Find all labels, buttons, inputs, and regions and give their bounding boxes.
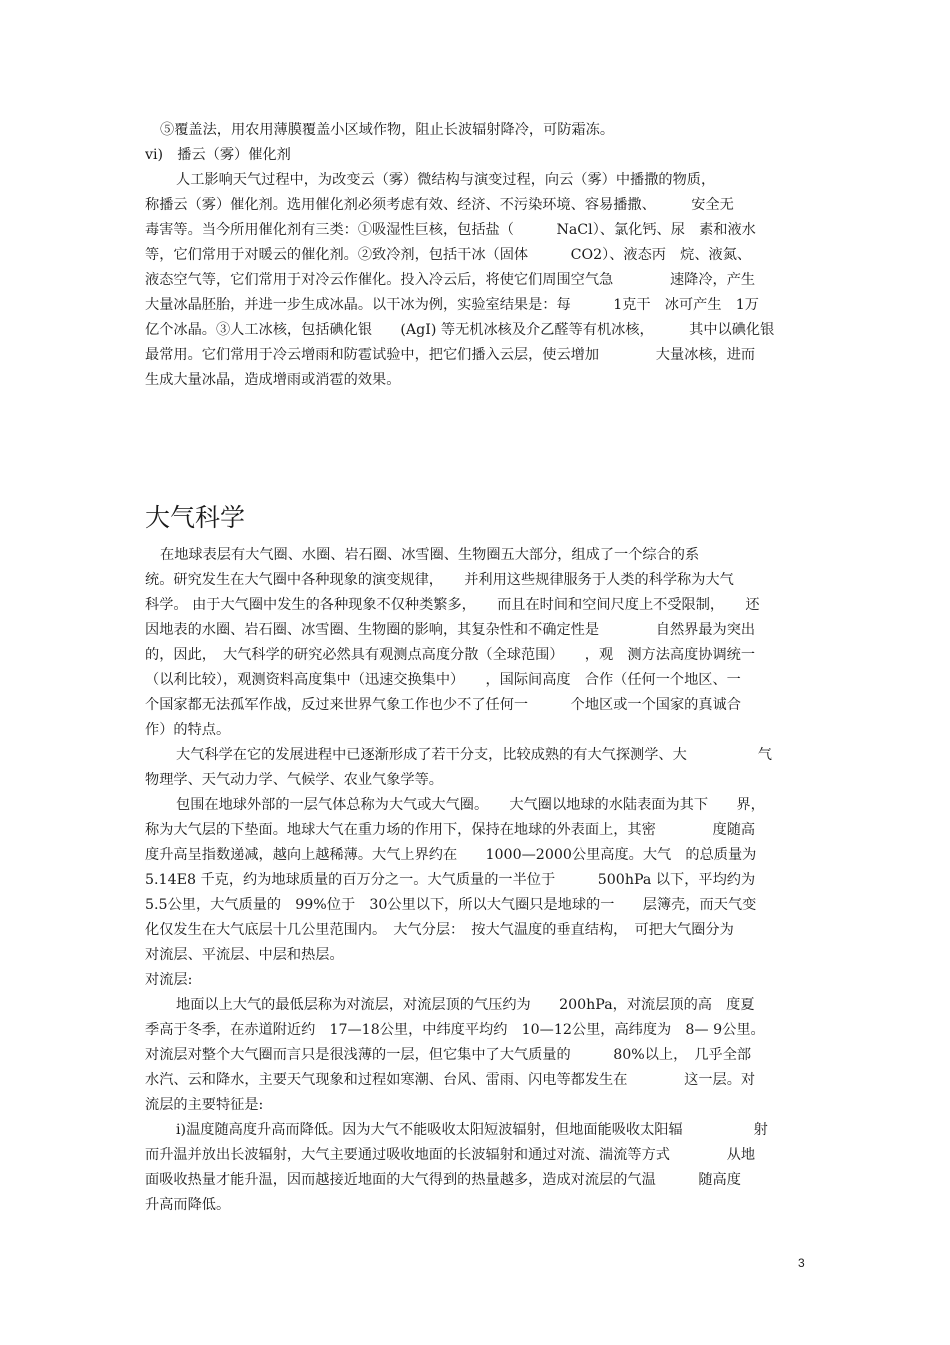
text-line: 水汽、云和降水，主要天气现象和过程如寒潮、台风、雷雨、闪电等都发生在 这一层。对 xyxy=(145,1072,756,1088)
text-line: 人工影响天气过程中，为改变云（雾）微结构与演变过程，向云（雾）中播撒的物质， xyxy=(176,172,716,188)
text-line: 季高于冬季，在赤道附近约 17—18公里，中纬度平均约 10—12公里，高纬度为 8— 9公里。 xyxy=(145,1022,765,1038)
text-line: 因地表的水圈、岩石圈、冰雪圈、生物圈的影响，其复杂性和不确定性是 自然界最为突出 xyxy=(145,622,756,638)
text-line: 称播云（雾）催化剂。选用催化剂必须考虑有效、经济、不污染环境、容易播撒、 安全无 xyxy=(145,197,734,213)
text-line: 面吸收热量才能升温，因而越接近地面的大气得到的热量越多，造成对流层的气温 随高度 xyxy=(145,1172,741,1188)
text-line: 化仅发生在大气底层十几公里范围内。 大气分层： 按大气温度的垂直结构， 可把大气圈分为 xyxy=(145,922,734,938)
text-line: 对流层、平流层、中层和热层。 xyxy=(145,947,344,963)
text-line: 流层的主要特征是: xyxy=(145,1097,264,1113)
text-line: 在地球表层有大气圈、水圈、岩石圈、冰雪圈、生物圈五大部分，组成了一个综合的系 xyxy=(160,547,700,563)
text-line: 升高而降低。 xyxy=(145,1197,231,1213)
text-line: 物理学、天气动力学、气候学、农业气象学等。 xyxy=(145,772,443,788)
text-line: 包围在地球外部的一层气体总称为大气或大气圈。 大气圈以地球的水陆表面为其下 界， xyxy=(176,797,765,813)
text-line: i)温度随高度升高而降低。因为大气不能吸收太阳短波辐射，但地面能吸收太阳辐 射 xyxy=(176,1122,768,1138)
text-line: 个国家都无法孤军作战，反过来世界气象工作也少不了任何一 个地区或一个国家的真诚合 xyxy=(145,697,741,713)
text-line: （以利比较），观测资料高度集中（迅速交换集中） ，国际间高度 合作（任何一个地区、一 xyxy=(145,672,741,688)
text-line: 亿个冰晶。③人工冰核，包括碘化银 (AgI) 等无机冰核及介乙醛等有机冰核， 其中以碘化银 xyxy=(145,322,775,338)
subheading-troposphere: 对流层: xyxy=(145,972,193,988)
section-title: 大气科学 xyxy=(145,503,246,532)
text-line: 生成大量冰晶，造成增雨或消雹的效果。 xyxy=(145,372,401,388)
text-line: 大气科学在它的发展进程中已逐渐形成了若干分支，比较成熟的有大气探测学、大 气 xyxy=(176,747,772,763)
text-line: 作）的特点。 xyxy=(145,722,231,738)
text-line: 度升高呈指数递减，越向上越稀薄。大气上界约在 1000—2000公里高度。大气 的总质量为 xyxy=(145,847,757,863)
text-line: 大量冰晶胚胎，并进一步生成冰晶。以干冰为例，实验室结果是：每 1克干 冰可产生 1万 xyxy=(145,297,759,313)
text-line: 5.5公里，大气质量的 99%位于 30公里以下，所以大气圈只是地球的一 层簿壳，而天气变 xyxy=(145,897,757,913)
page-number: 3 xyxy=(798,1256,805,1270)
text-line: 地面以上大气的最低层称为对流层，对流层顶的气压约为 200hPa，对流层顶的高 度夏 xyxy=(176,997,755,1013)
subheading-cloud-seeding: vi) 播云（雾）催化剂 xyxy=(145,147,291,163)
text-line: 对流层对整个大气圈而言只是很浅薄的一层，但它集中了大气质量的 80%以上， 几乎全部 xyxy=(145,1047,752,1063)
text-line: 毒害等。当今所用催化剂有三类：①吸湿性巨核，包括盐（ NaCl）、氯化钙、尿 素和液水 xyxy=(145,222,756,238)
text-line: 而升温并放出长波辐射，大气主要通过吸收地面的长波辐射和通过对流、湍流等方式 从地 xyxy=(145,1147,756,1163)
text-line: 称为大气层的下垫面。地球大气在重力场的作用下，保持在地球的外表面上，其密 度随高 xyxy=(145,822,756,838)
text-line: ⑤覆盖法，用农用薄膜覆盖小区域作物，阻止长波辐射降冷，可防霜冻。 xyxy=(160,122,615,138)
text-line: 最常用。它们常用于冷云增雨和防雹试验中，把它们播入云层，使云增加 大量冰核，进而 xyxy=(145,347,756,363)
text-line: 液态空气等，它们常用于对冷云作催化。投入冷云后，将使它们周围空气急 速降冷，产生 xyxy=(145,272,756,288)
text-line: 5.14E8 千克，约为地球质量的百万分之一。大气质量的一半位于 500hPa 以下，平均约为 xyxy=(145,872,756,888)
text-line: 统。研究发生在大气圈中各种现象的演变规律， 并利用这些规律服务于人类的科学称为大气 xyxy=(145,572,734,588)
text-line: 等，它们常用于对暖云的催化剂。②致冷剂，包括干冰（固体 CO2）、液态丙 烷、液氮、 xyxy=(145,247,752,263)
text-line: 科学。 由于大气圈中发生的各种现象不仅种类繁多， 而且在时间和空间尺度上不受限制， 还 xyxy=(145,597,760,613)
text-line: 的，因此， 大气科学的研究必然具有观测点高度分散（全球范围） ，观 测方法高度协调统一 xyxy=(145,647,756,663)
